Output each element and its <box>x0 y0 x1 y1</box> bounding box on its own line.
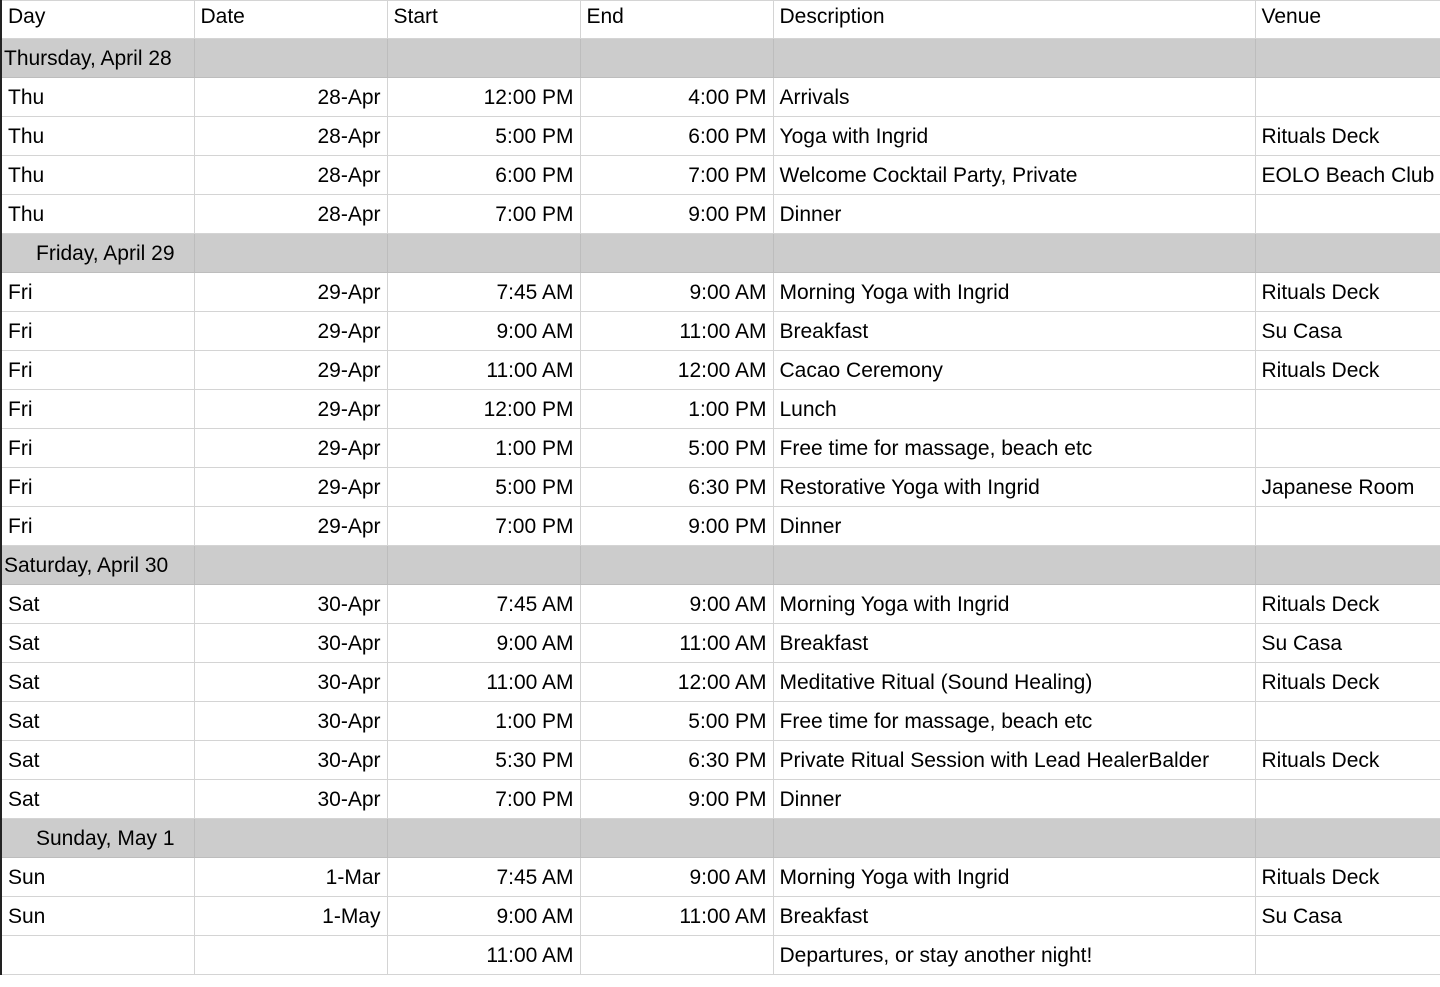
cell-date[interactable]: 29-Apr <box>194 468 387 507</box>
table-row <box>1 429 1440 468</box>
table-row <box>1 897 1440 936</box>
table-row <box>1 312 1440 351</box>
cell-end[interactable]: 12:00 AM <box>580 663 773 702</box>
group-empty-cell[interactable] <box>1255 234 1440 273</box>
cell-date[interactable]: 1-Mar <box>194 858 387 897</box>
cell-venue[interactable] <box>1255 390 1440 429</box>
cell-date[interactable]: 1-May <box>194 897 387 936</box>
cell-day[interactable]: Sat <box>1 663 194 702</box>
cell-venue[interactable]: Rituals Deck <box>1255 663 1440 702</box>
cell-description[interactable]: Arrivals <box>773 78 1255 117</box>
header-cell-day[interactable]: Day <box>1 1 194 39</box>
cell-day[interactable]: Thu <box>1 78 194 117</box>
sheet-body <box>1 39 1440 975</box>
cell-start[interactable]: 12:00 PM <box>387 78 580 117</box>
group-title: Sunday, May 1 <box>36 826 175 850</box>
group-empty-cell[interactable] <box>773 546 1255 585</box>
cell-date[interactable]: 30-Apr <box>194 585 387 624</box>
cell-end[interactable]: 6:30 PM <box>580 468 773 507</box>
table-row <box>1 624 1440 663</box>
group-header-row <box>1 546 1440 585</box>
cell-venue[interactable]: Rituals Deck <box>1255 117 1440 156</box>
cell-description[interactable]: Welcome Cocktail Party, Private <box>773 156 1255 195</box>
cell-description[interactable]: Departures, or stay another night! <box>773 936 1255 975</box>
cell-end[interactable]: 4:00 PM <box>580 78 773 117</box>
cell-day[interactable]: Thu <box>1 195 194 234</box>
cell-end[interactable]: 9:00 PM <box>580 507 773 546</box>
cell-end[interactable]: 6:00 PM <box>580 117 773 156</box>
cell-end[interactable]: 9:00 AM <box>580 585 773 624</box>
cell-description[interactable]: Private Ritual Session with Lead HealerBalder <box>773 741 1255 780</box>
cell-description[interactable]: Dinner <box>773 195 1255 234</box>
cell-day[interactable]: Sun <box>1 858 194 897</box>
cell-venue[interactable]: Rituals Deck <box>1255 858 1440 897</box>
group-empty-cell[interactable] <box>194 234 387 273</box>
cell-date[interactable]: 29-Apr <box>194 429 387 468</box>
cell-end[interactable]: 11:00 AM <box>580 312 773 351</box>
cell-day[interactable]: Fri <box>1 429 194 468</box>
cell-start[interactable]: 5:00 PM <box>387 117 580 156</box>
cell-end[interactable]: 1:00 PM <box>580 390 773 429</box>
cell-description[interactable]: Cacao Ceremony <box>773 351 1255 390</box>
cell-date[interactable]: 28-Apr <box>194 117 387 156</box>
cell-description[interactable]: Breakfast <box>773 897 1255 936</box>
table-row <box>1 273 1440 312</box>
group-empty-cell[interactable] <box>387 234 580 273</box>
cell-description[interactable]: Yoga with Ingrid <box>773 117 1255 156</box>
cell-day[interactable]: Fri <box>1 273 194 312</box>
table-row <box>1 936 1440 975</box>
cell-venue[interactable] <box>1255 429 1440 468</box>
cell-end[interactable]: 5:00 PM <box>580 702 773 741</box>
cell-start[interactable]: 6:00 PM <box>387 156 580 195</box>
group-empty-cell[interactable] <box>1255 819 1440 858</box>
cell-description[interactable]: Dinner <box>773 507 1255 546</box>
cell-description[interactable]: Dinner <box>773 780 1255 819</box>
header-row <box>1 1 1440 39</box>
cell-start[interactable]: 7:45 AM <box>387 273 580 312</box>
cell-end[interactable]: 11:00 AM <box>580 897 773 936</box>
cell-description[interactable]: Free time for massage, beach etc <box>773 429 1255 468</box>
table-row <box>1 663 1440 702</box>
cell-end[interactable]: 7:00 PM <box>580 156 773 195</box>
cell-day[interactable]: Sun <box>1 897 194 936</box>
cell-venue[interactable] <box>1255 702 1440 741</box>
cell-end[interactable]: 11:00 AM <box>580 624 773 663</box>
group-empty-cell[interactable] <box>194 546 387 585</box>
cell-start[interactable]: 12:00 PM <box>387 390 580 429</box>
cell-description[interactable]: Meditative Ritual (Sound Healing) <box>773 663 1255 702</box>
cell-start[interactable]: 1:00 PM <box>387 429 580 468</box>
table-row <box>1 858 1440 897</box>
cell-end[interactable]: 12:00 AM <box>580 351 773 390</box>
cell-day[interactable]: Fri <box>1 390 194 429</box>
cell-venue[interactable]: Rituals Deck <box>1255 585 1440 624</box>
cell-venue[interactable]: EOLO Beach Club <box>1255 156 1440 195</box>
cell-day[interactable]: Fri <box>1 507 194 546</box>
table-row <box>1 780 1440 819</box>
group-title: Friday, April 29 <box>36 241 175 265</box>
group-empty-cell[interactable] <box>387 546 580 585</box>
cell-date[interactable]: 30-Apr <box>194 663 387 702</box>
group-empty-cell[interactable] <box>387 819 580 858</box>
cell-description[interactable]: Breakfast <box>773 312 1255 351</box>
cell-start[interactable]: 7:00 PM <box>387 780 580 819</box>
cell-description[interactable]: Restorative Yoga with Ingrid <box>773 468 1255 507</box>
cell-day[interactable]: Fri <box>1 468 194 507</box>
cell-day[interactable] <box>1 936 194 975</box>
table-row <box>1 117 1440 156</box>
cell-end[interactable]: 9:00 PM <box>580 780 773 819</box>
header-cell-venue[interactable]: Venue <box>1255 1 1440 39</box>
cell-day[interactable]: Sat <box>1 585 194 624</box>
cell-start[interactable]: 11:00 AM <box>387 663 580 702</box>
group-empty-cell[interactable] <box>773 39 1255 78</box>
cell-description[interactable]: Breakfast <box>773 624 1255 663</box>
cell-description[interactable]: Morning Yoga with Ingrid <box>773 585 1255 624</box>
cell-venue[interactable] <box>1255 507 1440 546</box>
cell-day[interactable]: Sat <box>1 741 194 780</box>
group-empty-cell[interactable] <box>580 819 773 858</box>
cell-start[interactable]: 9:00 AM <box>387 624 580 663</box>
table-row <box>1 585 1440 624</box>
group-title: Thursday, April 28 <box>4 46 172 70</box>
cell-date[interactable]: 29-Apr <box>194 312 387 351</box>
cell-venue[interactable]: Su Casa <box>1255 624 1440 663</box>
cell-venue[interactable] <box>1255 195 1440 234</box>
cell-day[interactable]: Sat <box>1 624 194 663</box>
cell-date[interactable]: 29-Apr <box>194 351 387 390</box>
group-empty-cell[interactable] <box>387 39 580 78</box>
cell-description[interactable]: Morning Yoga with Ingrid <box>773 858 1255 897</box>
cell-date[interactable]: 29-Apr <box>194 390 387 429</box>
group-title-cell[interactable] <box>1 819 194 858</box>
table-row <box>1 156 1440 195</box>
group-title-cell[interactable] <box>1 234 194 273</box>
table-row <box>1 390 1440 429</box>
cell-start[interactable]: 7:45 AM <box>387 858 580 897</box>
cell-venue[interactable] <box>1255 780 1440 819</box>
cell-date[interactable]: 28-Apr <box>194 156 387 195</box>
header-cell-end[interactable]: End <box>580 1 773 39</box>
cell-end[interactable]: 9:00 AM <box>580 273 773 312</box>
table-row <box>1 468 1440 507</box>
cell-start[interactable]: 11:00 AM <box>387 351 580 390</box>
cell-venue[interactable] <box>1255 78 1440 117</box>
cell-day[interactable]: Fri <box>1 312 194 351</box>
group-header-row <box>1 819 1440 858</box>
cell-day[interactable]: Thu <box>1 117 194 156</box>
cell-end[interactable]: 9:00 PM <box>580 195 773 234</box>
cell-date[interactable]: 29-Apr <box>194 273 387 312</box>
cell-date[interactable]: 30-Apr <box>194 741 387 780</box>
cell-start[interactable]: 1:00 PM <box>387 702 580 741</box>
cell-venue[interactable]: Rituals Deck <box>1255 741 1440 780</box>
cell-day[interactable]: Thu <box>1 156 194 195</box>
cell-start[interactable]: 5:30 PM <box>387 741 580 780</box>
cell-day[interactable]: Sat <box>1 780 194 819</box>
cell-venue[interactable]: Japanese Room <box>1255 468 1440 507</box>
table-row <box>1 507 1440 546</box>
cell-end[interactable]: 5:00 PM <box>580 429 773 468</box>
group-empty-cell[interactable] <box>194 39 387 78</box>
cell-date[interactable]: 28-Apr <box>194 78 387 117</box>
group-title-cell[interactable] <box>1 39 194 78</box>
group-empty-cell[interactable] <box>580 234 773 273</box>
group-header-row <box>1 39 1440 78</box>
cell-venue[interactable]: Rituals Deck <box>1255 273 1440 312</box>
group-title-cell[interactable] <box>1 546 194 585</box>
cell-description[interactable]: Lunch <box>773 390 1255 429</box>
cell-start[interactable]: 7:00 PM <box>387 507 580 546</box>
header-cell-description[interactable]: Description <box>773 1 1255 39</box>
cell-venue[interactable]: Su Casa <box>1255 897 1440 936</box>
cell-end[interactable]: 6:30 PM <box>580 741 773 780</box>
group-empty-cell[interactable] <box>773 819 1255 858</box>
group-empty-cell[interactable] <box>773 234 1255 273</box>
cell-start[interactable]: 9:00 AM <box>387 897 580 936</box>
group-empty-cell[interactable] <box>580 39 773 78</box>
group-header-row <box>1 234 1440 273</box>
cell-start[interactable]: 7:00 PM <box>387 195 580 234</box>
table-row <box>1 351 1440 390</box>
group-title: Saturday, April 30 <box>4 553 169 577</box>
cell-start[interactable]: 11:00 AM <box>387 936 580 975</box>
cell-start[interactable]: 5:00 PM <box>387 468 580 507</box>
header-cell-date[interactable]: Date <box>194 1 387 39</box>
cell-date[interactable] <box>194 936 387 975</box>
cell-day[interactable]: Fri <box>1 351 194 390</box>
cell-date[interactable]: 30-Apr <box>194 780 387 819</box>
cell-day[interactable]: Sat <box>1 702 194 741</box>
cell-start[interactable]: 9:00 AM <box>387 312 580 351</box>
table-row <box>1 702 1440 741</box>
cell-start[interactable]: 7:45 AM <box>387 585 580 624</box>
group-empty-cell[interactable] <box>194 819 387 858</box>
cell-end[interactable] <box>580 936 773 975</box>
group-empty-cell[interactable] <box>1255 546 1440 585</box>
cell-date[interactable]: 29-Apr <box>194 507 387 546</box>
table-row <box>1 741 1440 780</box>
table-row <box>1 195 1440 234</box>
cell-venue[interactable] <box>1255 936 1440 975</box>
cell-description[interactable]: Morning Yoga with Ingrid <box>773 273 1255 312</box>
cell-date[interactable]: 28-Apr <box>194 195 387 234</box>
cell-end[interactable]: 9:00 AM <box>580 858 773 897</box>
group-empty-cell[interactable] <box>580 546 773 585</box>
cell-date[interactable]: 30-Apr <box>194 624 387 663</box>
cell-venue[interactable]: Rituals Deck <box>1255 351 1440 390</box>
cell-description[interactable]: Free time for massage, beach etc <box>773 702 1255 741</box>
header-cell-start[interactable]: Start <box>387 1 580 39</box>
table-row <box>1 78 1440 117</box>
group-empty-cell[interactable] <box>1255 39 1440 78</box>
cell-venue[interactable]: Su Casa <box>1255 312 1440 351</box>
cell-date[interactable]: 30-Apr <box>194 702 387 741</box>
